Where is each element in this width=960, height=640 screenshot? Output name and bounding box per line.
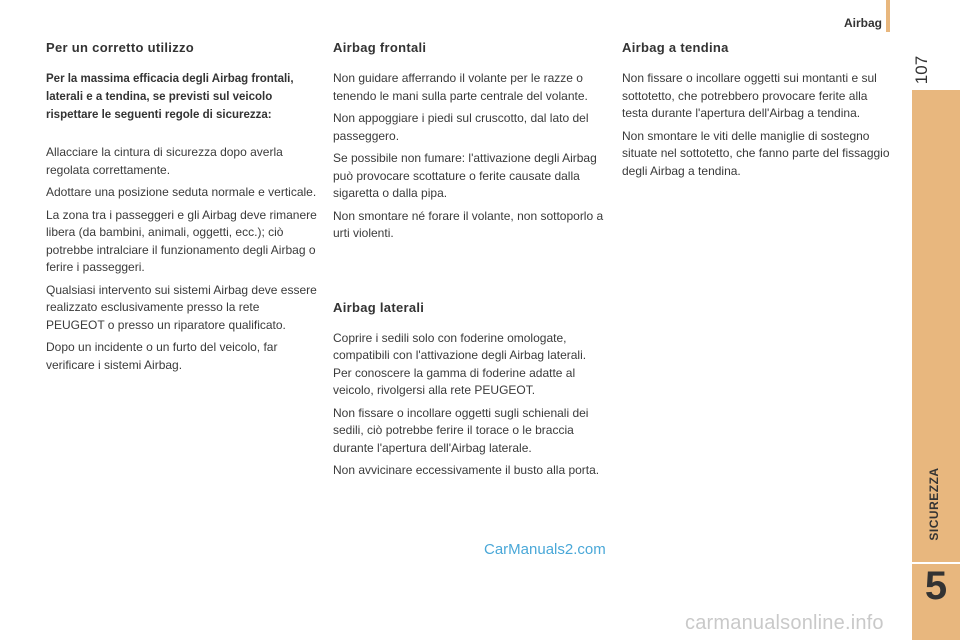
column-curtain-airbag <box>622 40 892 185</box>
section-label: SICUREZZA <box>927 467 941 541</box>
paragraph: Qualsiasi intervento sui sistemi Airbag deve essere realizzato esclusivamente presso la rete PEUGEOT o presso un riparatore qualificato. <box>46 282 317 332</box>
heading-curtain-airbag: Airbag a tendina <box>622 40 729 55</box>
column-frontal-lateral <box>333 40 607 485</box>
chapter-header-title: Airbag <box>843 16 882 30</box>
paragraph: Adottare una posizione seduta normale e verticale. <box>46 185 317 199</box>
watermark-carmanualsonline: carmanualsonline.info <box>685 612 884 634</box>
paragraph: Non fissare o incollare oggetti sui montanti e sul sottotetto, che potrebbero provocare ferite alla testa durante l'apertura dell'Airbag a tendina. <box>622 71 877 120</box>
page-number: 107 <box>912 55 931 85</box>
paragraph: Se possibile non fumare: l'attivazione degli Airbag può provocare scottature o ferite causate dalla sigaretta o dalla pipa. <box>333 151 597 200</box>
paragraph: Non smontare né forare il volante, non sottoporlo a urti violenti. <box>333 208 604 240</box>
paragraph: Allacciare la cintura di sicurezza dopo averla regolata correttamente. <box>46 145 283 177</box>
paragraph: Coprire i sedili solo con foderine omologate, compatibili con l'attivazione degli Airbag laterali. Per conoscere la gamma di foderine adatte al veicolo, rivolgersi alla rete PEUGEOT. <box>333 330 587 397</box>
intro-text: Per la massima efficacia degli Airbag frontali, laterali e a tendina, se previsti sul veicolo rispettare le seguenti regole di sicurezza: <box>46 73 294 121</box>
paragraph: Non guidare afferrando il volante per le razze o tenendo le mani sulla parte centrale del volante. <box>333 71 588 103</box>
heading-frontal-airbag: Airbag frontali <box>333 40 427 55</box>
header-accent-rule <box>886 0 890 32</box>
column-correct-use <box>46 40 318 379</box>
paragraph: Dopo un incidente o un furto del veicolo, far verificare i sistemi Airbag. <box>46 340 278 372</box>
chapter-number: 5 <box>924 564 948 608</box>
paragraph: Non smontare le viti delle maniglie di sostegno situate nel sottotetto, che fanno parte del fissaggio degli Airbag a tendina. <box>622 128 890 178</box>
watermark-carmanuals2: CarManuals2.com <box>484 541 606 558</box>
heading-correct-use: Per un corretto utilizzo <box>46 40 195 55</box>
paragraph: Non fissare o incollare oggetti sugli schienali dei sedili, ciò potrebbe ferire il torace o le braccia durante l'apertura dell'Airbag laterale. <box>333 405 589 455</box>
heading-lateral-airbag: Airbag laterali <box>333 299 425 315</box>
paragraph: Non appoggiare i piedi sul cruscotto, dal lato del passeggero. <box>333 111 589 143</box>
paragraph: La zona tra i passeggeri e gli Airbag deve rimanere libera (da bambini, animali, oggetti, ecc.); ciò potrebbe intralciare il funzionamento degli Airbag o ferire i passeggeri. <box>46 207 317 274</box>
paragraph: Non avvicinare eccessivamente il busto alla porta. <box>333 463 600 477</box>
